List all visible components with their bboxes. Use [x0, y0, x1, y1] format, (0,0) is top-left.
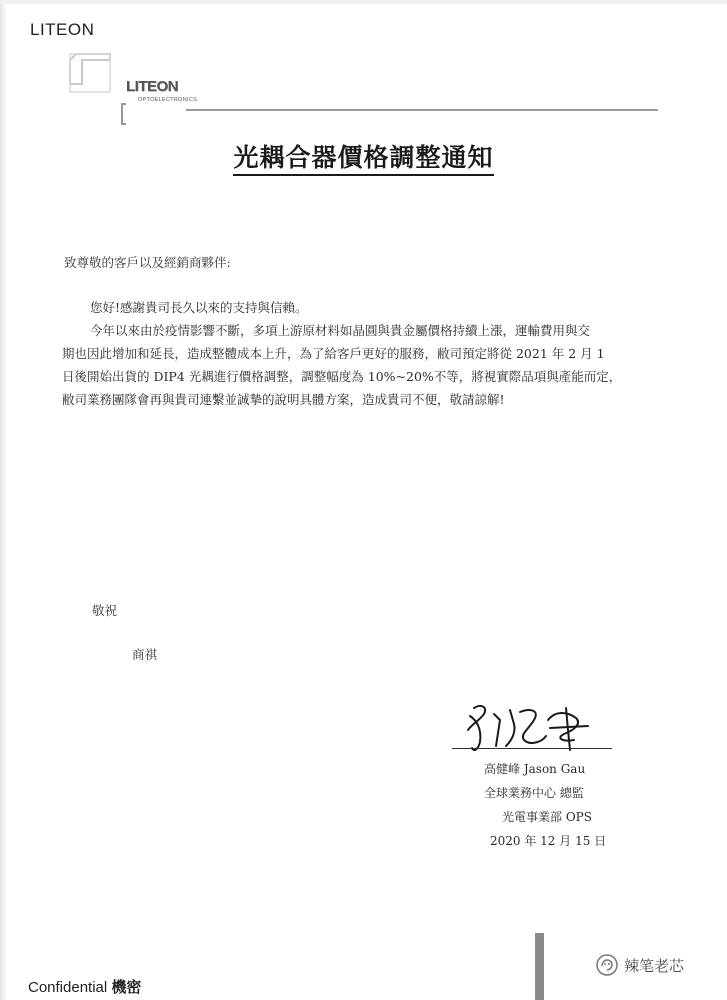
body-line: 今年以來由於疫情影響不斷，多項上游原材料如晶圓與貴金屬價格持續上漲，運輸費用與交 [90, 323, 591, 338]
signatory-block [480, 757, 640, 853]
closing-greeting: 敬祝 [92, 603, 118, 618]
document-title-text: 光耦合器價格調整通知 [233, 143, 493, 176]
company-logo [66, 52, 666, 132]
watermark-text: 辣笔老芯 [624, 956, 685, 975]
signatory-title: 全球業務中心 總監 [484, 786, 584, 800]
confidential-label [28, 976, 141, 997]
logo-subtitle: OPTOELECTRONICS [138, 97, 198, 103]
document-title [0, 138, 727, 174]
confidential-en: Confidential [28, 979, 108, 996]
header-brand: LITEON [30, 20, 95, 39]
signatory-name: 高健峰 Jason Gau [484, 762, 586, 776]
wechat-icon [596, 954, 618, 976]
closing-wish: 商祺 [132, 647, 158, 662]
signature-line [452, 748, 612, 749]
letter-body [62, 296, 692, 411]
scan-artifact-bar [535, 933, 544, 1000]
page-edge-top [0, 0, 727, 4]
body-line: 敝司業務團隊會再與貴司連繫並誠摯的說明具體方案，造成貴司不便，敬請諒解! [62, 392, 505, 407]
salutation: 致尊敬的客戶以及經銷商夥伴: [64, 255, 231, 270]
logo-name: LITEON [126, 78, 178, 95]
body-line: 您好!感謝貴司長久以來的支持與信賴。 [90, 300, 308, 315]
signatory-department: 光電事業部 OPS [502, 810, 592, 824]
body-line: 日後開始出貨的 DIP4 光耦進行價格調整，調整幅度為 10%~20%不等，將視實際品項與產能而定， [62, 369, 622, 384]
body-line: 期也因此增加和延長，造成整體成本上升，為了給客戶更好的服務，敝司預定將從 2021 年 2 月 1 [62, 346, 605, 361]
letter-date: 2020 年 12 月 15 日 [490, 834, 607, 848]
confidential-zh: 機密 [111, 979, 142, 996]
logo-divider [186, 109, 658, 111]
watermark [596, 954, 684, 976]
